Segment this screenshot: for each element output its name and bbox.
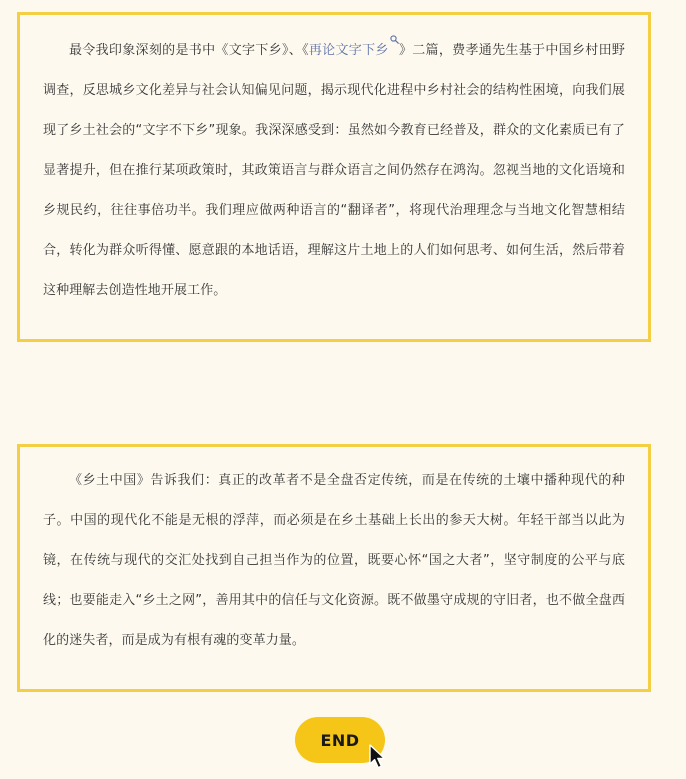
link-zailun-wenzi-xiaxiang[interactable] [309, 43, 399, 58]
text-block-1 [17, 12, 651, 342]
paragraph-1-text-before-link: 最令我印象深刻的是书中《文字下乡》、《 [69, 43, 309, 58]
paragraph-1 [43, 31, 625, 311]
mouse-cursor-icon [368, 744, 390, 770]
paragraph-1-text-after-link: 》二篇，费孝通先生基于中国乡村田野调查，反思城乡文化差异与社会认知偏见问题，揭示现代化进程中乡村社会的结构性困境，向我们展现了乡土社会的“文字不下乡”现象。我深深感受到：虽然如今教育已经普及，群众的文化素质已有了显著提升，但在推行某项政策时，其政策语言与群众语言之间仍然存在鸿沟。忽视当地的文化语境和乡规民约，往往事倍功半。我们理应做两种语言的“翻译者”，将现代治理理念与当地文化智慧相结合，转化为群众听得懂、愿意跟的本地话语，理解这片土地上的人们如何思考、如何生活，然后带着这种理解去创造性地开展工作。 [43, 43, 625, 298]
text-block-2 [17, 444, 651, 692]
paragraph-2: 《乡土中国》告诉我们：真正的改革者不是全盘否定传统，而是在传统的土壤中播种现代的种子。中国的现代化不能是无根的浮萍，而必须是在乡土基础上长出的参天大树。年轻干部当以此为镜，在传统与现代的交汇处找到自己担当作为的位置，既要心怀“国之大者”，坚守制度的公平与底线；也要能走入“乡土之网”，善用其中的信任与文化资源。既不做墨守成规的守旧者，也不做全盘西化的迷失者，而是成为有根有魂的变革力量。 [43, 473, 625, 648]
end-button-label: END [320, 730, 360, 750]
search-icon[interactable] [390, 35, 399, 44]
link-label[interactable]: 再论文字下乡 [308, 43, 389, 58]
